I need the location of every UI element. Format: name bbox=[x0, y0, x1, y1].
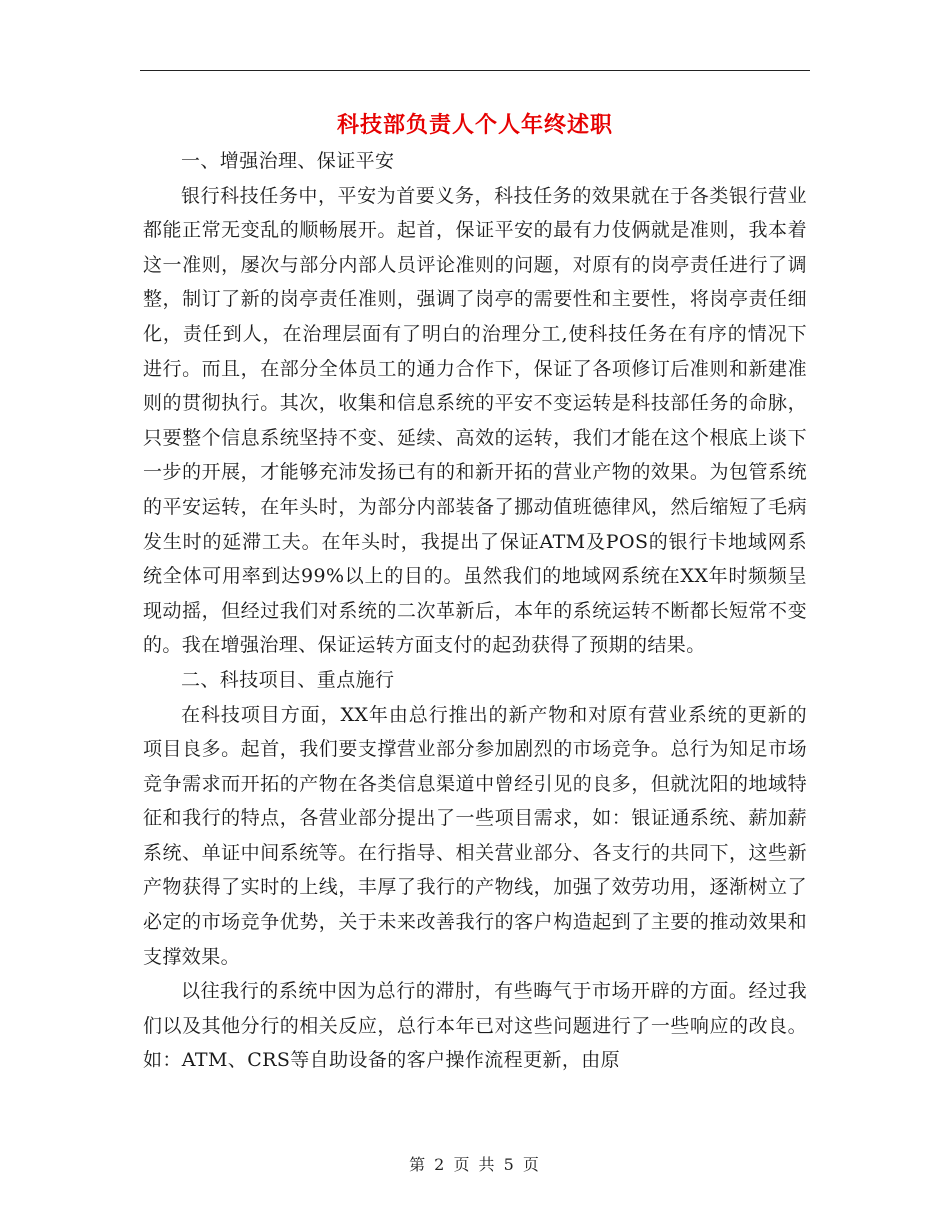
paragraph-3: 以往我行的系统中因为总行的滞肘，有些晦气于市场开辟的方面。经过我们以及其他分行的相关反应，总行本年已对这些问题进行了一些响应的改良。如：ATM、CRS等自助设备的客户操作流程更新，由原 bbox=[143, 980, 807, 1072]
paragraph-2: 在科技项目方面，XX年由总行推出的新产物和对原有营业系统的更新的项目良多。起首，我们要支撑营业部分参加剧烈的市场竞争。总行为知足市场竞争需求而开拓的产物在各类信息渠道中曾经引见的良多，但就沈阳的地域特征和我行的特点，各营业部分提出了一些项目需求，如：银证通系统、薪加薪系统、单证中间系统等。在行指导、相关营业部分、各支行的共同下，这些新产物获得了实时的上线，丰厚了我行的产物线，加强了效劳功用，逐渐树立了必定的市场竞争优势，关于未来改善我行的客户构造起到了主要的推动效果和支撑效果。 bbox=[143, 703, 807, 968]
header-rule bbox=[140, 70, 810, 71]
paragraph-1: 银行科技任务中，平安为首要义务，科技任务的效果就在于各类银行营业都能正常无变乱的顺畅展开。起首，保证平安的最有力伎俩就是准则，我本着这一准则，屡次与部分内部人员评论准则的问题，对原有的岗亭责任进行了调整，制订了新的岗亭责任准则，强调了岗亭的需要性和主要性，将岗亭责任细化，责任到人，在治理层面有了明白的治理分工,使科技任务在有序的情况下进行。而且，在部分全体员工的通力合作下，保证了各项修订后准则和新建准则的贯彻执行。其次，收集和信息系统的平安不变运转是科技部任务的命脉，只要整个信息系统坚持不变、延续、高效的运转，我们才能在这个根底上谈下一步的开展，才能够充沛发扬已有的和新开拓的营业产物的效果。为包管系统的平安运转，在年头时，为部分内部装备了挪动值班德律风，然后缩短了毛病发生时的延滞工夫。在年头时，我提出了保证ATM及POS的银行卡地域网系统全体可用率到达99%以上的目的。虽然我们的地域网系统在XX年时频频呈现动摇，但经过我们对系统的二次革新后，本年的系统运转不断都长短常不变的。我在增强治理、保证运转方面支付的起劲获得了预期的结果。 bbox=[143, 184, 807, 657]
document-body bbox=[143, 144, 807, 1078]
section-heading-1: 一、增强治理、保证平安 bbox=[181, 150, 395, 172]
section-heading-2: 二、科技项目、重点施行 bbox=[181, 668, 395, 691]
page-number: 第 2 页 共 5 页 bbox=[409, 1155, 541, 1174]
document-title: 科技部负责人个人年终述职 bbox=[336, 112, 613, 138]
